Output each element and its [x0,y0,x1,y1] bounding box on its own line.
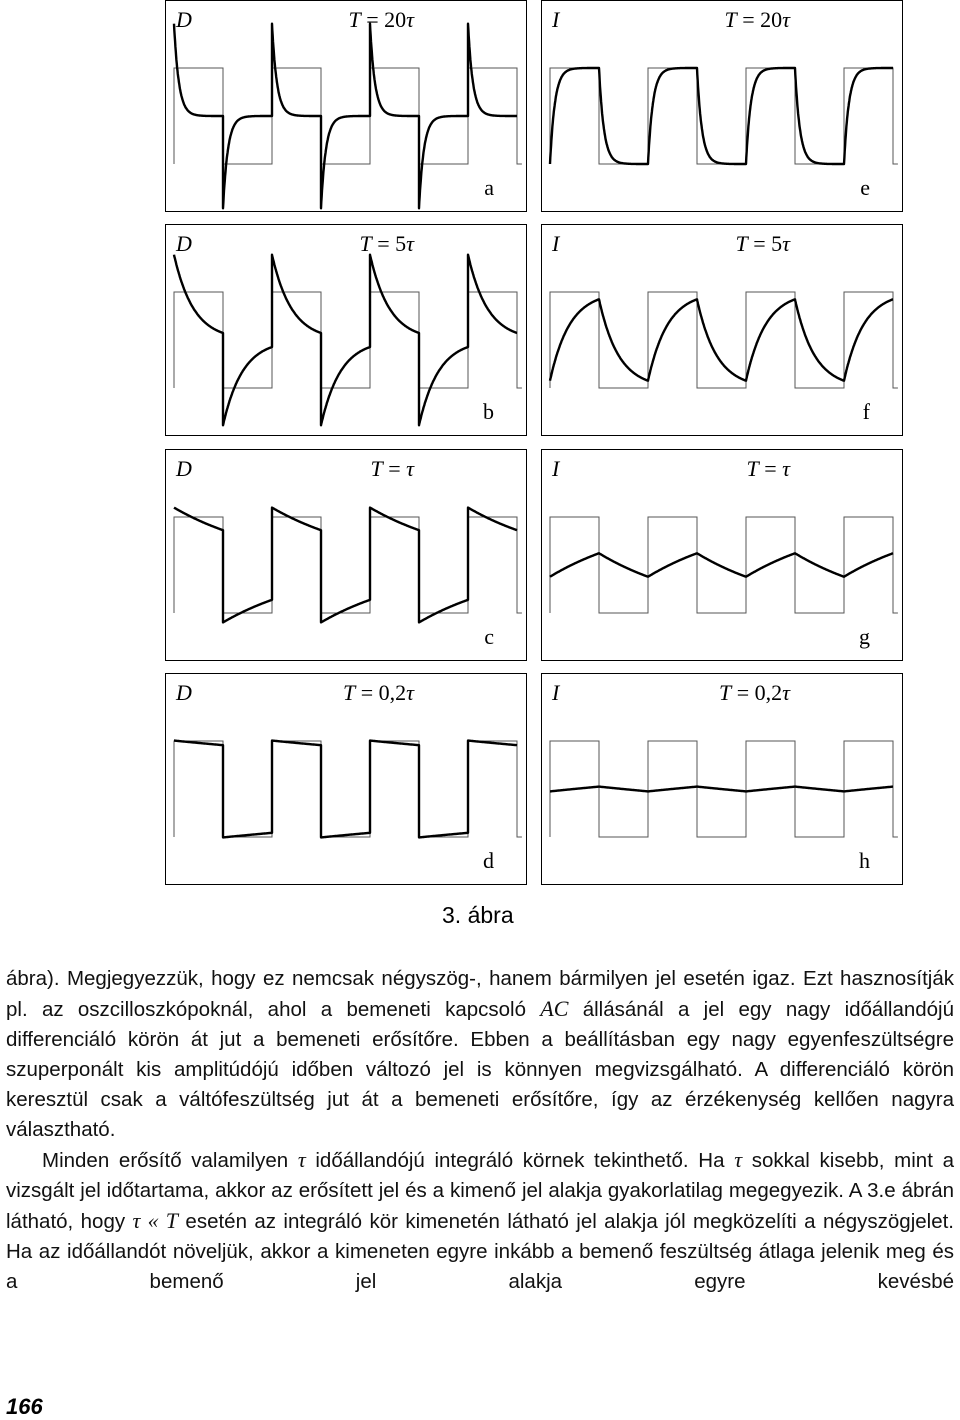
panel-type-label: I [552,7,560,32]
period-label: T = τ [370,456,414,481]
panel-type-label: D [176,680,192,705]
output-waveform [174,508,517,623]
panel-id-label: d [483,848,494,873]
p1-part-b: állásánál a jel egy nagy időállandójú differenciáló körön át jut a bemeneti erősítőre. Ebben a beállításban egy nagy egyenfeszültségre szuperponált kis amplitúdójú időben változó jel is könnyen megvizsgálható. A differenciáló körön keresztül csak a váltófeszültség jut át a bemeneti erősítőre, így az érzékenység kellően nagyra választható. [6,998,954,1141]
panel-id-label: g [859,624,870,649]
scope-panel-b [165,224,527,436]
panel-id-label: a [484,175,494,200]
output-waveform [550,299,893,380]
panel-type-label: D [176,231,192,256]
p2-part-b: időállandójú integráló körnek tekinthető. Ha [305,1149,735,1172]
input-square-wave [174,517,522,613]
output-waveform [174,255,517,426]
output-waveform [550,787,893,792]
panel-id-label: b [483,399,494,424]
waveform-plot [166,1,528,213]
input-square-wave [174,292,522,388]
ac-symbol: AC [540,996,569,1021]
panel-type-label: D [176,456,192,481]
tau-symbol: τ [297,1147,306,1172]
scope-panel-d [165,673,527,885]
paragraph-1 [6,964,954,1145]
p2-part-c: sokkal kisebb, mint a vizsgált jel időtartama, akkor az erősített jel és a kimenő jel alakja gyakorlatilag megegyezik. A 3.e ábrán látható, hogy [6,1149,954,1233]
period-label: T = 20τ [348,7,414,32]
page-number: 166 [6,1394,43,1419]
panel-type-label: D [176,7,192,32]
tau-much-less-than-T: τ « T [132,1208,179,1233]
period-label: T = 20τ [724,7,790,32]
p1-part-a: ábra). Megjegyezzük, hogy ez nemcsak négyszög-, hanem bármilyen jel esetén igaz. Ezt hasznosítják pl. az oszcilloszkópoknál, ahol a bemeneti kapcsoló [6,967,954,1021]
scope-panel-e [541,0,903,212]
output-waveform [550,68,893,164]
panel-id-label: f [862,399,870,424]
panel-type-label: I [552,231,560,256]
output-waveform [550,553,893,577]
output-waveform [174,24,517,209]
panel-id-label: c [484,624,494,649]
waveform-plot [542,225,904,437]
waveform-plot [542,450,904,662]
tau-symbol: τ [734,1147,743,1172]
scope-panel-h [541,673,903,885]
figure-caption: 3. ábra [442,902,514,928]
body-text [6,964,954,1297]
paragraph-2 [6,1145,954,1297]
period-label: T = 0,2τ [718,680,790,705]
panel-type-label: I [552,456,560,481]
period-label: T = 5τ [735,231,790,256]
period-label: T = 5τ [359,231,414,256]
p2-part-d: esetén az integráló kör kimenetén látható jel alakja jól megközelíti a négyszögjelet. Ha az időállandót növeljük, akkor a kimeneten egyre inkább a bemenő feszültség átlaga jelenik meg és a bemenő jel alakja egyre kevésbé [6,1210,954,1293]
panel-type-label: I [552,680,560,705]
waveform-plot [542,1,904,213]
panel-id-label: e [860,175,870,200]
scope-panel-g [541,449,903,661]
waveform-plot [166,450,528,662]
waveform-plot [166,674,528,886]
period-label: T = τ [746,456,790,481]
p2-part-a: Minden erősítő valamilyen [42,1149,298,1172]
scope-panel-a [165,0,527,212]
input-square-wave [550,517,898,613]
waveform-plot [542,674,904,886]
period-label: T = 0,2τ [342,680,414,705]
panel-id-label: h [859,848,870,873]
scope-panel-c [165,449,527,661]
output-waveform [174,741,517,838]
waveform-plot [166,225,528,437]
scope-panel-f [541,224,903,436]
input-square-wave [174,741,522,837]
